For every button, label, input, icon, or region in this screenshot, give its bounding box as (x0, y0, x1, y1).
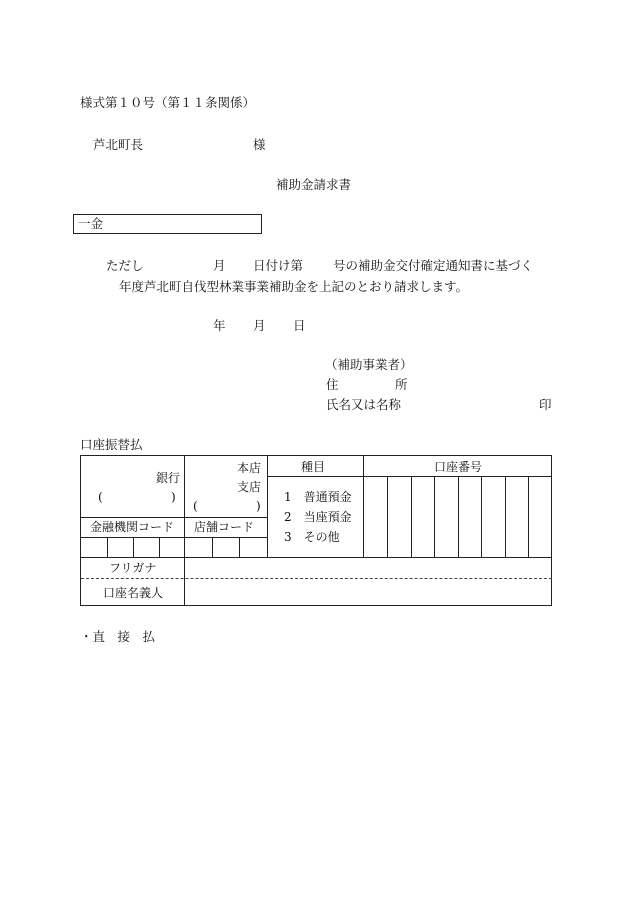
type-option-2[interactable]: 2 当座預金 (284, 510, 352, 524)
account-holder-label: 口座名義人 (103, 586, 164, 600)
bank-paren-open: ( (98, 490, 103, 504)
bank-transfer-table (80, 455, 552, 606)
furigana-input[interactable] (185, 558, 552, 578)
branch-paren-open: ( (193, 499, 198, 513)
direct-payment-label: ・直 接 払 (80, 629, 156, 644)
main-branch-label: 本店 (237, 461, 262, 475)
addressee: 芦北町長 (93, 137, 144, 152)
transfer-heading: 口座振替払 (80, 437, 143, 452)
honorific: 様 (253, 137, 266, 152)
amount-box[interactable] (73, 214, 262, 234)
account-number-header: 口座番号 (434, 460, 483, 474)
date-month: 月 (253, 318, 266, 333)
branch-label: 支店 (237, 480, 262, 494)
body-tadashi: ただし (106, 258, 144, 273)
branch-code-label: 店舗コード (194, 520, 255, 534)
body-month: 月 (213, 258, 226, 273)
address-label-2: 所 (395, 377, 408, 392)
branch-paren-close: ) (256, 499, 261, 513)
amount-label: 一金 (78, 216, 104, 231)
bank-paren-close: ) (171, 490, 176, 504)
applicant-heading: （補助事業者） (325, 357, 413, 372)
date-day: 日 (293, 318, 306, 333)
type-header: 種目 (301, 460, 326, 474)
bank-code-label: 金融機関コード (90, 520, 175, 534)
account-holder-input[interactable] (185, 579, 552, 606)
document-title: 補助金請求書 (276, 177, 352, 192)
type-option-1[interactable]: 1 普通預金 (284, 490, 352, 504)
date-year: 年 (213, 318, 226, 333)
form-number: 様式第１０号（第１１条関係） (80, 95, 256, 110)
name-label: 氏名又は名称 (326, 397, 402, 412)
body-line-2: 年度芦北町自伐型林業事業補助金を上記のとおり請求します。 (119, 279, 469, 294)
furigana-label: フリガナ (109, 561, 157, 575)
bank-label: 銀行 (156, 471, 181, 485)
body-notice-text: 号の補助金交付確定通知書に基づく (333, 258, 534, 273)
address-label-1: 住 (326, 377, 339, 392)
body-date-dai: 日付け第 (253, 258, 304, 273)
type-option-3[interactable]: 3 その他 (284, 530, 340, 544)
seal-mark: 印 (539, 397, 552, 412)
